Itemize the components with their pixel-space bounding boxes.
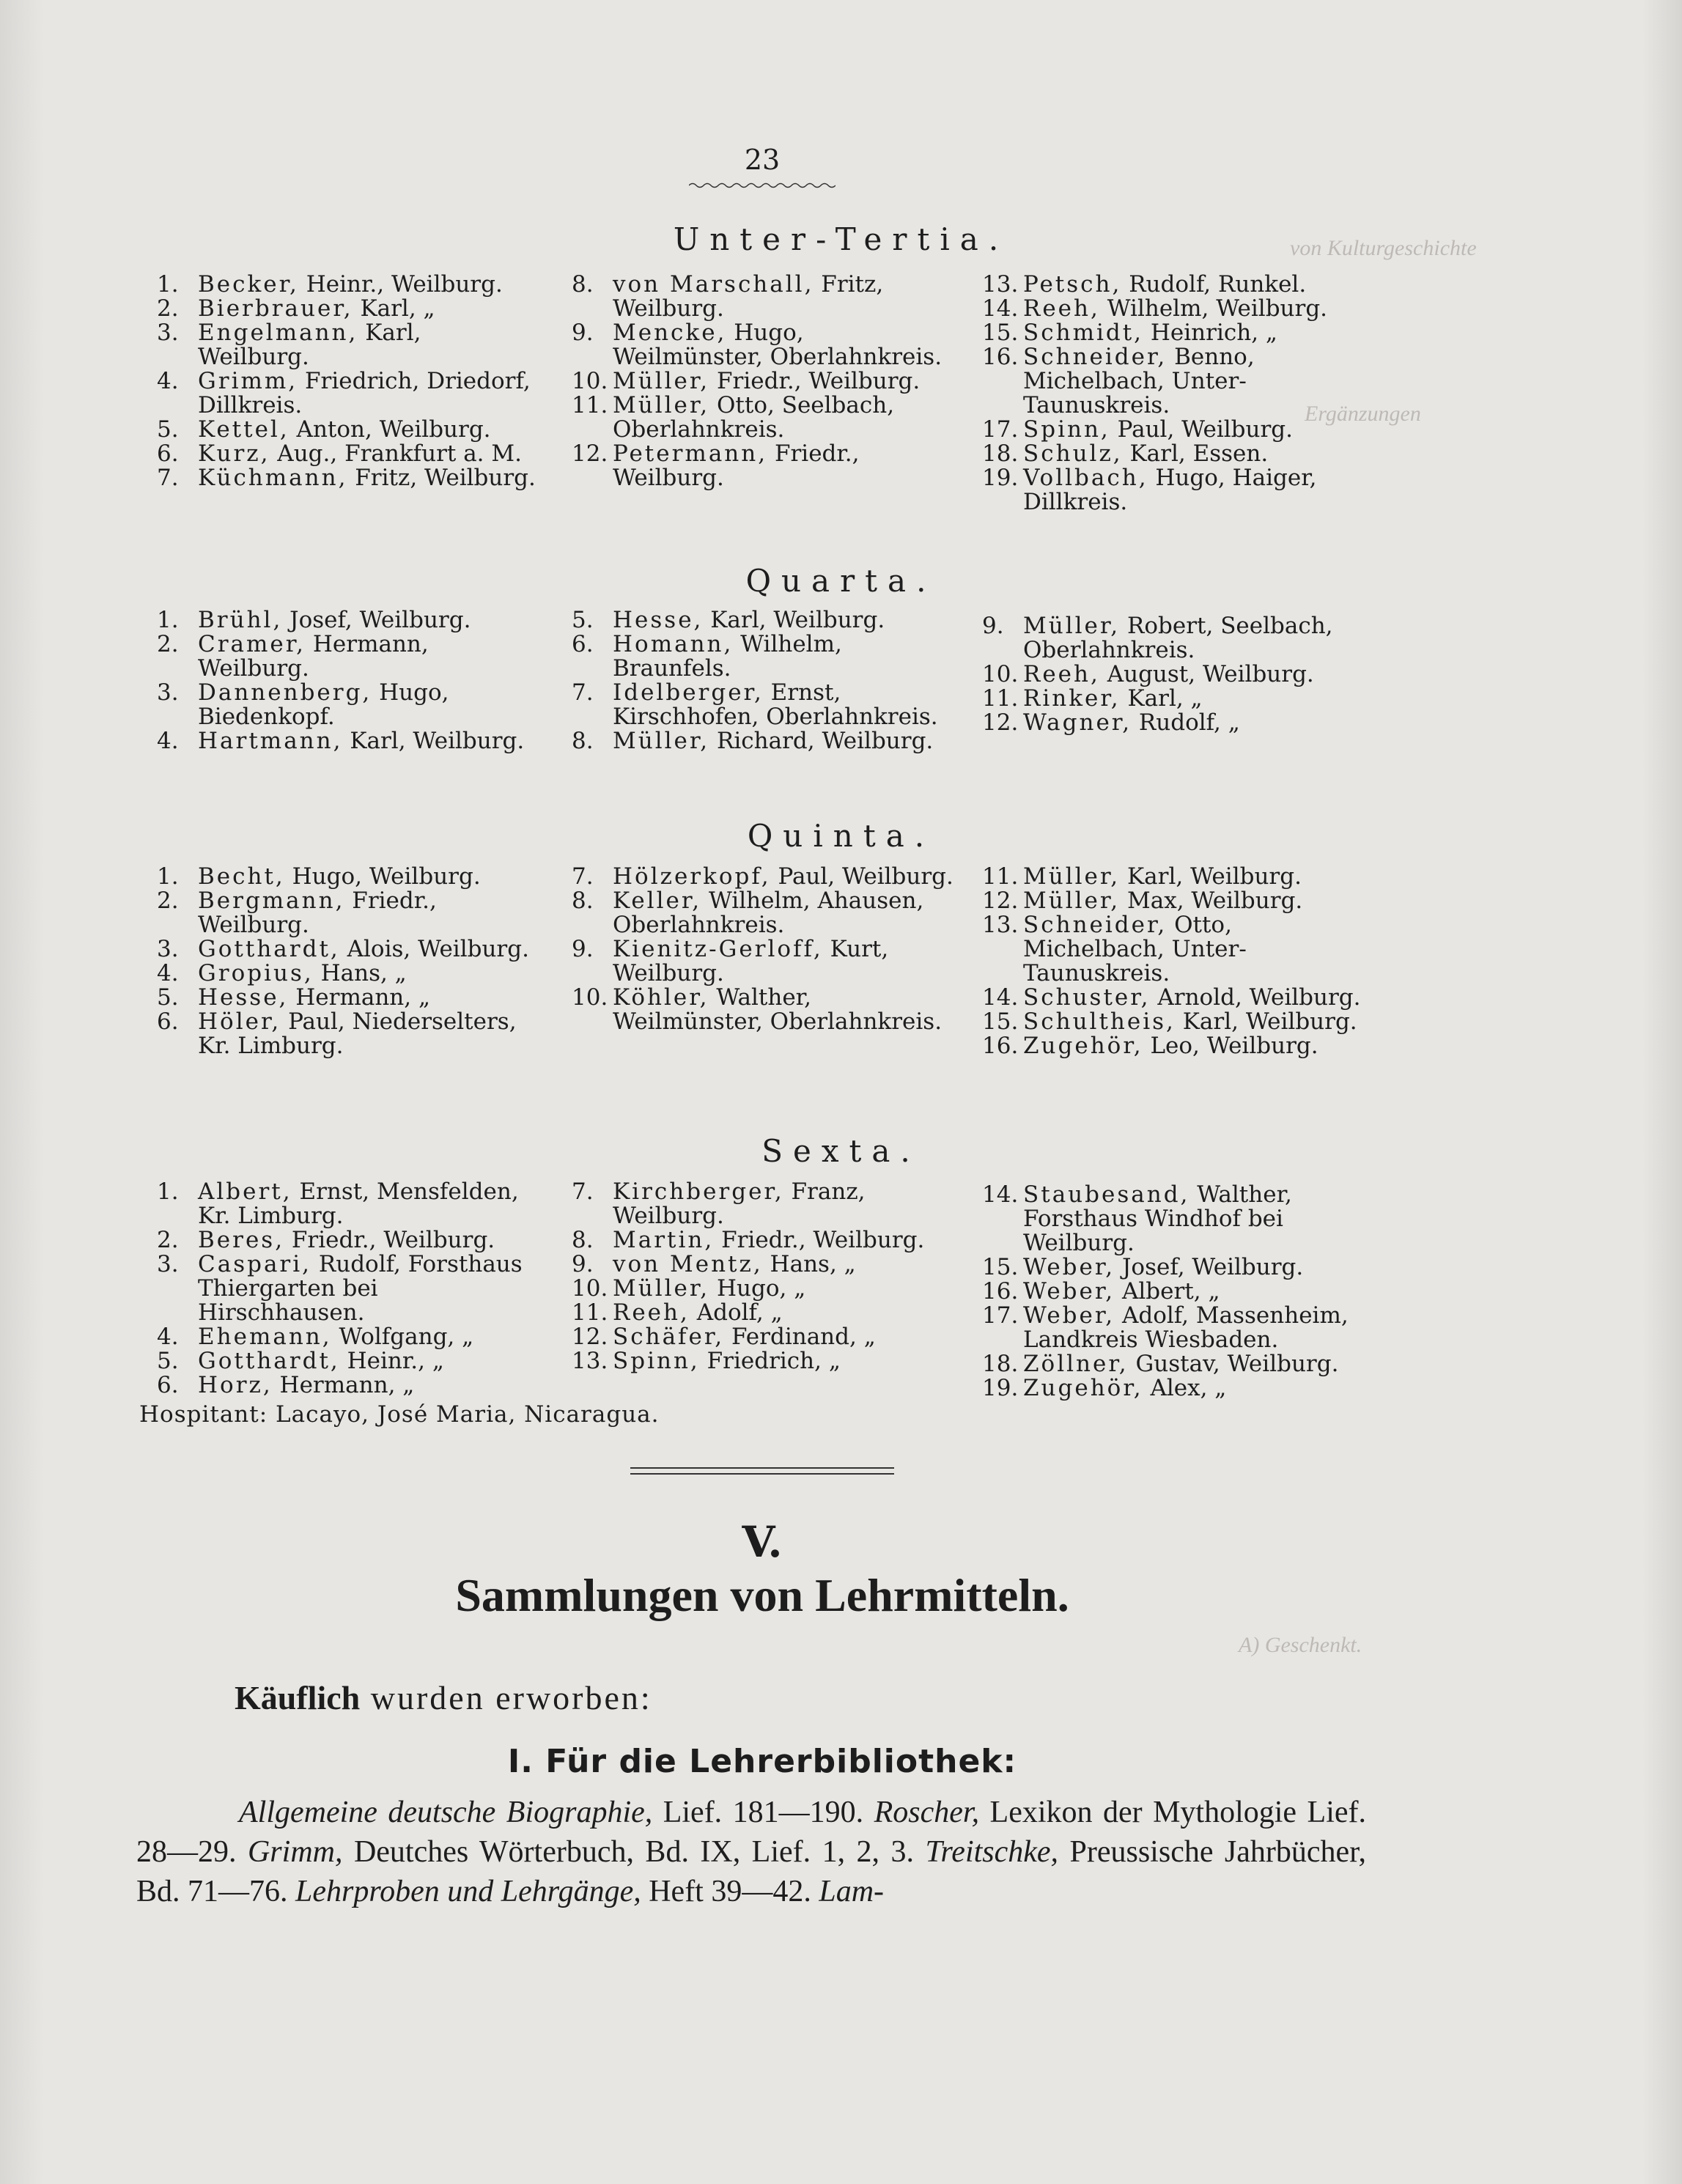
list-item: 11. Müller, Karl, Weilburg. bbox=[982, 863, 1302, 890]
list-item: 6. Horz, Hermann, „ bbox=[157, 1372, 415, 1398]
list-item: 11. Reeh, Adolf, „ bbox=[572, 1299, 783, 1326]
list-item: 17. Spinn, Paul, Weilburg. bbox=[982, 416, 1294, 443]
section-title-unter-tertia: Unter-Tertia. bbox=[673, 221, 1009, 257]
list-item: 1. Becht, Hugo, Weilburg. bbox=[157, 863, 481, 890]
section-title-sexta: Sexta. bbox=[761, 1133, 921, 1169]
list-item: 19. Vollbach, Hugo, Haiger, Dillkreis. bbox=[982, 465, 1317, 515]
chapter-numeral: V. bbox=[742, 1517, 783, 1567]
list-item: 16. Weber, Albert, „ bbox=[982, 1278, 1220, 1305]
list-item: 16. Zugehör, Leo, Weilburg. bbox=[982, 1033, 1318, 1059]
quinta-column-1 bbox=[157, 865, 538, 1058]
unter-tertia-column-1 bbox=[157, 273, 538, 490]
bleed-through: A) Geschenkt. bbox=[1239, 1633, 1362, 1657]
page-number: 23 bbox=[744, 144, 781, 176]
acquisition-heading bbox=[235, 1678, 652, 1717]
list-item: 5. Hesse, Hermann, „ bbox=[157, 984, 431, 1011]
section-title-quinta: Quinta. bbox=[747, 818, 935, 854]
list-item: 2. Bergmann, Friedr., Weilburg. bbox=[157, 888, 437, 938]
list-item: 8. Müller, Richard, Weilburg. bbox=[572, 728, 934, 754]
list-item: 19. Zugehör, Alex, „ bbox=[982, 1375, 1227, 1401]
list-item: 4. Ehemann, Wolfgang, „ bbox=[157, 1324, 474, 1350]
list-item: 3. Caspari, Rudolf, Forsthaus Thiergarten bei Hirschhausen. bbox=[157, 1251, 523, 1326]
list-item: 3. Gotthardt, Alois, Weilburg. bbox=[157, 936, 529, 962]
list-item: 10. Köhler, Walther, Weilmünster, Oberlahnkreis. bbox=[572, 984, 943, 1035]
list-item: 1. Albert, Ernst, Mensfelden, Kr. Limburg. bbox=[157, 1178, 519, 1229]
list-item: 13. Schneider, Otto, Michelbach, Unter-Taunuskreis. bbox=[982, 912, 1247, 986]
list-item: 8. von Marschall, Fritz, Weilburg. bbox=[572, 271, 884, 322]
list-item: 5. Gotthardt, Heinr., „ bbox=[157, 1348, 444, 1374]
list-item: 9. Müller, Robert, Seelbach, Oberlahnkreis. bbox=[982, 613, 1333, 663]
divider-rule bbox=[630, 1467, 894, 1469]
list-item: 13. Petsch, Rudolf, Runkel. bbox=[982, 271, 1307, 298]
list-item: 7. Idelberger, Ernst, Kirschhofen, Oberlahnkreis. bbox=[572, 679, 938, 730]
bleed-through: von Kulturgeschichte bbox=[1290, 236, 1477, 260]
list-item: 6. Homann, Wilhelm, Braunfels. bbox=[572, 631, 842, 682]
list-item: 1. Becker, Heinr., Weilburg. bbox=[157, 271, 503, 298]
list-item: 1. Brühl, Josef, Weilburg. bbox=[157, 607, 471, 633]
list-item: 8. Keller, Wilhelm, Ahausen, Oberlahnkreis. bbox=[572, 888, 924, 938]
section-title-quarta: Quarta. bbox=[745, 563, 937, 599]
list-item: 6. Kurz, Aug., Frankfurt a. M. bbox=[157, 440, 522, 467]
list-item: 11. Rinker, Karl, „ bbox=[982, 685, 1203, 712]
bleed-through: Ergänzungen bbox=[1305, 402, 1421, 426]
list-item: 2. Beres, Friedr., Weilburg. bbox=[157, 1227, 495, 1253]
list-item: 4. Grimm, Friedrich, Driedorf, Dillkreis. bbox=[157, 368, 531, 418]
list-item: 4. Gropius, Hans, „ bbox=[157, 960, 407, 986]
list-item: 6. Höler, Paul, Niederselters, Kr. Limburg. bbox=[157, 1008, 517, 1059]
divider-rule bbox=[630, 1473, 894, 1475]
list-item: 12. Müller, Max, Weilburg. bbox=[982, 888, 1303, 914]
list-item: 5. Kettel, Anton, Weilburg. bbox=[157, 416, 491, 443]
list-item: 4. Hartmann, Karl, Weilburg. bbox=[157, 728, 525, 754]
sexta-column-1 bbox=[157, 1180, 538, 1398]
list-item: 2. Cramer, Hermann, Weilburg. bbox=[157, 631, 429, 682]
list-item: 18. Zöllner, Gustav, Weilburg. bbox=[982, 1351, 1339, 1377]
list-item: 12. Petermann, Friedr., Weilburg. bbox=[572, 440, 860, 491]
list-item: 9. Mencke, Hugo, Weilmünster, Oberlahnkreis. bbox=[572, 320, 943, 370]
list-item: 7. Hölzerkopf, Paul, Weilburg. bbox=[572, 863, 953, 890]
list-item: 7. Küchmann, Fritz, Weilburg. bbox=[157, 465, 536, 491]
chapter-title: Sammlungen von Lehrmitteln. bbox=[455, 1569, 1069, 1621]
acquisition-heading-rest: wurden erworben: bbox=[360, 1679, 652, 1716]
list-item: 11. Müller, Otto, Seelbach, Oberlahnkreis. bbox=[572, 392, 895, 443]
quarta-column-2 bbox=[572, 608, 960, 753]
quinta-column-3 bbox=[982, 865, 1378, 1058]
page-number-ornament bbox=[689, 182, 836, 189]
list-item: 15. Weber, Josef, Weilburg. bbox=[982, 1254, 1304, 1280]
list-item: 10. Müller, Friedr., Weilburg. bbox=[572, 368, 921, 394]
list-item: 3. Dannenberg, Hugo, Biedenkopf. bbox=[157, 679, 449, 730]
list-item: 10. Reeh, August, Weilburg. bbox=[982, 661, 1314, 687]
list-item: 5. Hesse, Karl, Weilburg. bbox=[572, 607, 885, 633]
list-item: 3. Engelmann, Karl, Weilburg. bbox=[157, 320, 421, 370]
unter-tertia-column-3 bbox=[982, 273, 1378, 514]
sexta-column-2 bbox=[572, 1180, 960, 1373]
quinta-column-2 bbox=[572, 865, 960, 1034]
list-item: 14. Staubesand, Walther, Forsthaus Windhof bei Weilburg. bbox=[982, 1181, 1292, 1256]
list-item: 17. Weber, Adolf, Massenheim, Landkreis Wiesbaden. bbox=[982, 1302, 1349, 1353]
list-item: 12. Wagner, Rudolf, „ bbox=[982, 709, 1240, 736]
list-item: 15. Schmidt, Heinrich, „ bbox=[982, 320, 1277, 346]
body-paragraph: Allgemeine deutsche Biographie, Lief. 181—190. Roscher, Lexikon der Mythologie Lief. 28—29. Grimm, Deutches Wörterbuch, Bd. IX, Lief. 1, 2, 3. Treitschke, Preussische Jahrbücher, Bd. 71—76. Lehrproben und Lehrgänge, Heft 39—42. Lam- bbox=[136, 1796, 1366, 1908]
list-item: 10. Müller, Hugo, „ bbox=[572, 1275, 806, 1302]
list-item: 12. Schäfer, Ferdinand, „ bbox=[572, 1324, 876, 1350]
list-item: 9. Kienitz-Gerloff, Kurt, Weilburg. bbox=[572, 936, 889, 986]
list-item: 16. Schneider, Benno, Michelbach, Unter-Taunuskreis. bbox=[982, 344, 1255, 418]
hospitant-line: Hospitant: Lacayo, José Maria, Nicaragua. bbox=[139, 1401, 660, 1428]
list-item: 18. Schulz, Karl, Essen. bbox=[982, 440, 1269, 467]
quarta-column-1 bbox=[157, 608, 538, 753]
list-item: 14. Schuster, Arnold, Weilburg. bbox=[982, 984, 1361, 1011]
list-item: 14. Reeh, Wilhelm, Weilburg. bbox=[982, 295, 1328, 322]
list-item: 9. von Mentz, Hans, „ bbox=[572, 1251, 856, 1277]
list-item: 2. Bierbrauer, Karl, „ bbox=[157, 295, 435, 322]
list-item: 15. Schultheis, Karl, Weilburg. bbox=[982, 1008, 1357, 1035]
unter-tertia-column-2 bbox=[572, 273, 960, 490]
sexta-column-3 bbox=[982, 1183, 1378, 1401]
acquisition-heading-bold: Käuflich bbox=[235, 1679, 361, 1716]
list-item: 7. Kirchberger, Franz, Weilburg. bbox=[572, 1178, 866, 1229]
quarta-column-3 bbox=[982, 614, 1378, 735]
list-item: 8. Martin, Friedr., Weilburg. bbox=[572, 1227, 925, 1253]
list-item: 13. Spinn, Friedrich, „ bbox=[572, 1348, 841, 1374]
subsection-title: I. Für die Lehrerbibliothek: bbox=[507, 1743, 1017, 1780]
